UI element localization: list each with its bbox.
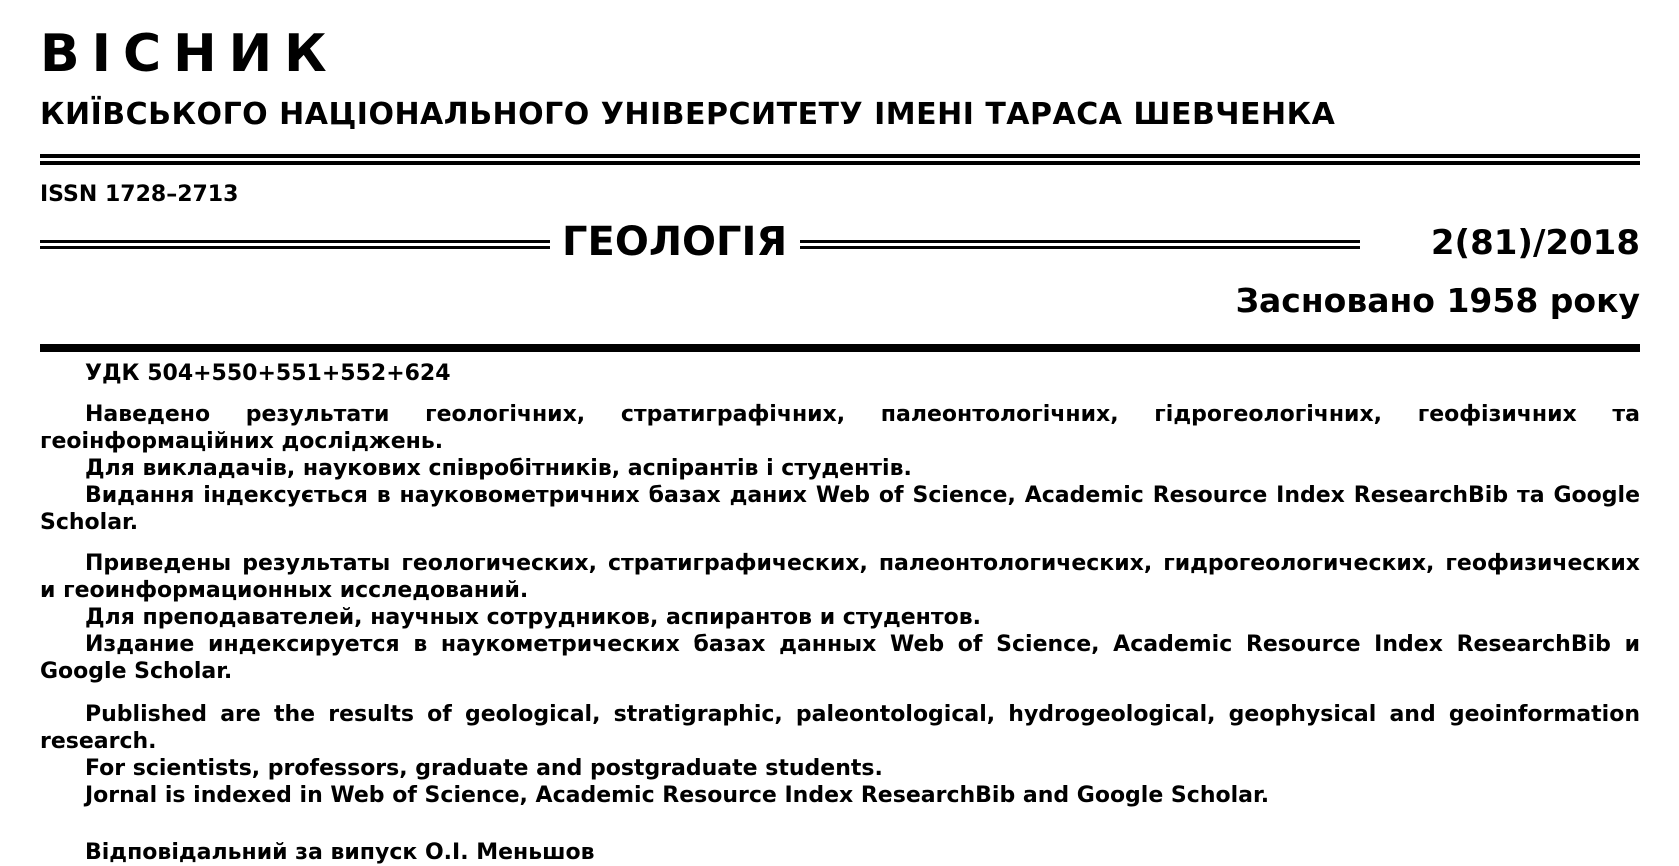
responsible-editor: Відповідальний за випуск О.І. Меньшов [85, 840, 595, 865]
founded-year: Засновано 1958 року [1235, 281, 1640, 320]
ru-audience: Для преподавателей, научных сотрудников, аспирантов и студентов. [85, 605, 981, 630]
issn-label: ISSN 1728–2713 [40, 182, 239, 207]
content-divider [40, 344, 1640, 352]
series-line-right [800, 240, 1360, 249]
university-name: КИЇВСЬКОГО НАЦІОНАЛЬНОГО УНІВЕРСИТЕТУ ІМЕНІ ТАРАСА ШЕВЧЕНКА [40, 97, 1336, 132]
uk-audience: Для викладачів, наукових співробітників, аспірантів і студентів. [85, 456, 912, 481]
en-description: Published are the results of geological, stratigraphic, paleontological, hydrogeological, geophysical and geoinformation research. [40, 702, 1640, 754]
uk-indexing: Видання індексується в науковометричних базах даних Web of Science, Academic Resource Index ResearchBib та Google Scholar. [40, 483, 1640, 535]
journal-description [40, 360, 1640, 866]
uk-description: Наведено результати геологічних, стратиграфічних, палеонтологічних, гідрогеологічних, геофізичних та геоінформаційних досліджень. [40, 402, 1640, 454]
journal-title: ВІСНИК [40, 24, 339, 84]
series-name: ГЕОЛОГІЯ [562, 219, 788, 265]
header-divider [40, 154, 1640, 165]
en-indexing: Jornal is indexed in Web of Science, Academic Resource Index ResearchBib and Google Scholar. [85, 783, 1270, 808]
series-line-left [40, 240, 550, 249]
ru-description: Приведены результаты геологических, стратиграфических, палеонтологических, гидрогеологических, геофизических и геоинформационных исследований. [40, 551, 1640, 603]
series-row [40, 219, 1640, 272]
en-audience: For scientists, professors, graduate and postgraduate students. [85, 756, 883, 781]
udc-code: УДК 504+550+551+552+624 [85, 361, 451, 386]
ru-indexing: Издание индексируется в наукометрических базах данных Web of Science, Academic Resource Index ResearchBib и Google Scholar. [40, 632, 1640, 684]
issue-number: 2(81)/2018 [1430, 223, 1640, 263]
